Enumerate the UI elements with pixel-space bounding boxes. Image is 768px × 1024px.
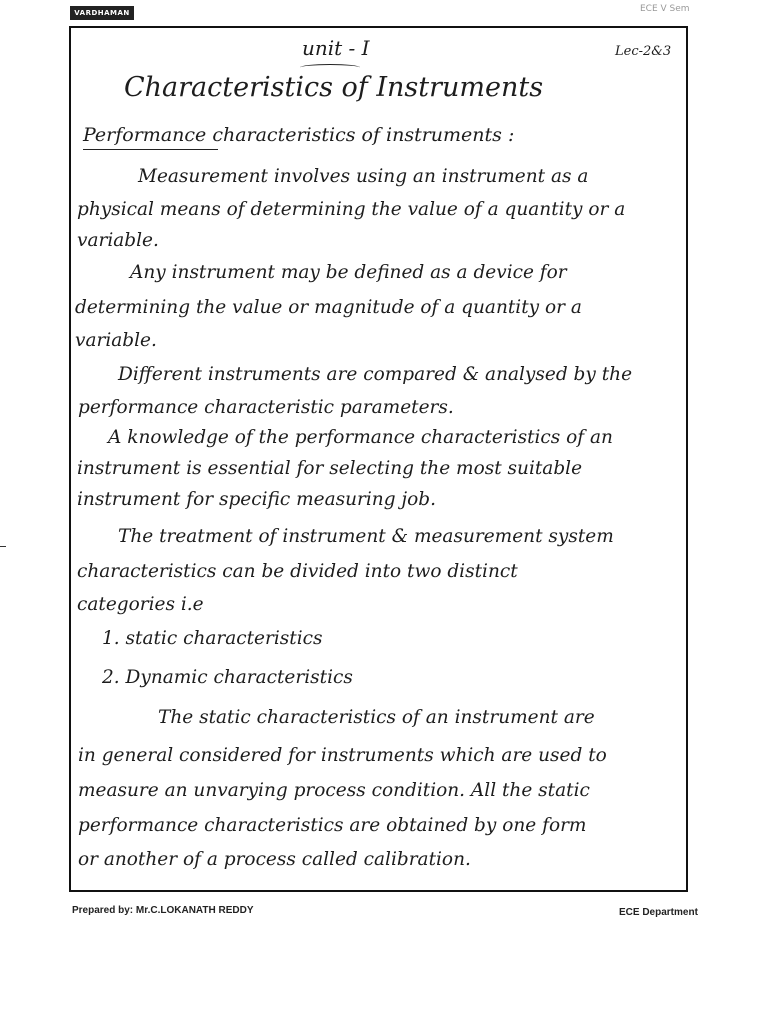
unit-underline (300, 64, 360, 71)
page-title: Characteristics of Instruments (124, 72, 544, 103)
body-line: variable. (75, 330, 157, 351)
section-heading: Performance characteristics of instruments : (83, 124, 515, 146)
body-line: physical means of determining the value of a quantity or a (77, 199, 626, 220)
body-line: The treatment of instrument & measurement system (118, 526, 614, 547)
body-line: Any instrument may be defined as a device for (130, 262, 567, 283)
list-item: 2. Dynamic characteristics (102, 667, 353, 688)
body-line: in general considered for instruments which are used to (78, 745, 607, 766)
body-line: Measurement involves using an instrument as a (138, 166, 589, 187)
body-line: categories i.e (77, 594, 204, 615)
footer-author: Prepared by: Mr.C.LOKANATH REDDY (72, 905, 254, 916)
body-line: determining the value or magnitude of a quantity or a (75, 297, 582, 318)
body-line: characteristics can be divided into two distinct (77, 561, 518, 582)
logo: VARDHAMAN (70, 6, 134, 20)
lecture-number: Lec-2&3 (615, 44, 672, 59)
margin-mark (0, 546, 6, 547)
list-item: 1. static characteristics (102, 628, 323, 649)
body-line: The static characteristics of an instrument are (158, 707, 595, 728)
body-line: instrument for specific measuring job. (77, 489, 437, 510)
header-course-label: ECE V Sem (640, 4, 690, 14)
body-line: A knowledge of the performance characteristics of an (108, 427, 613, 448)
body-line: instrument is essential for selecting the most suitable (77, 458, 583, 479)
body-line: variable. (77, 230, 159, 251)
body-line: performance characteristics are obtained by one form (78, 815, 587, 836)
unit-heading: unit - I (302, 36, 370, 60)
body-line: measure an unvarying process condition. All the static (78, 780, 590, 801)
body-line: performance characteristic parameters. (78, 397, 454, 418)
section-heading-underline (83, 149, 218, 150)
body-line: Different instruments are compared & analysed by the (118, 364, 633, 385)
footer-department: ECE Department (619, 907, 698, 918)
body-line: or another of a process called calibration. (78, 849, 471, 870)
